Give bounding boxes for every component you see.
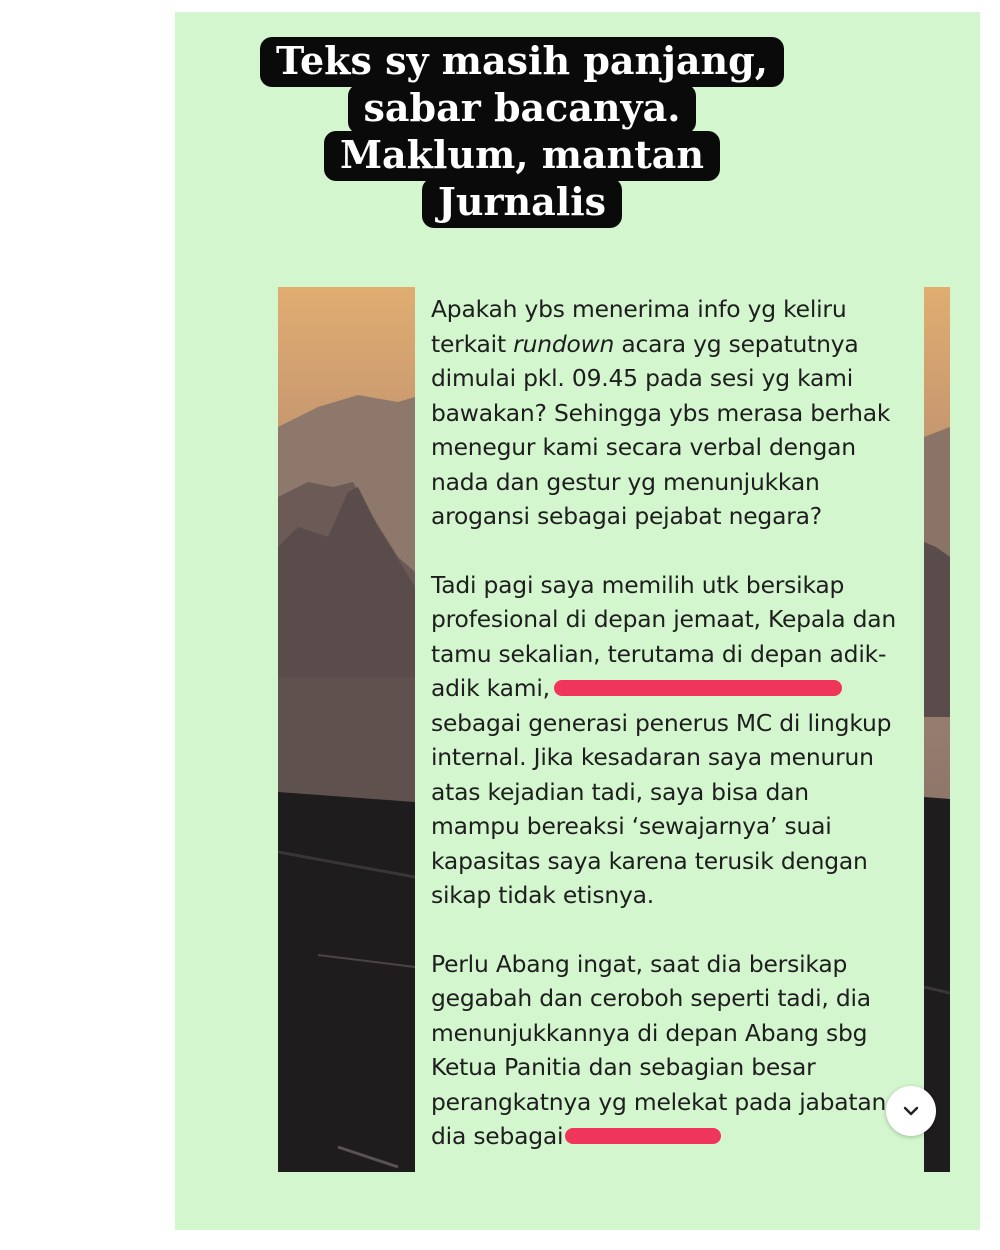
text-line: atas kejadian tadi, saya bisa dan bbox=[431, 777, 809, 806]
text-line bbox=[431, 671, 911, 706]
text-line: gegabah dan ceroboh seperti tadi, dia bbox=[431, 984, 871, 1012]
text-line: Tadi pagi saya memilih utk bersikap bbox=[431, 570, 845, 599]
headline-line: Maklum, mantan bbox=[324, 131, 720, 181]
text-line: Perlu Abang ingat, saat dia bersikap bbox=[431, 949, 848, 978]
text-line: menunjukkannya di depan Abang sbg bbox=[431, 1018, 868, 1047]
text-line: mampu bereaksi ‘sewajarnya’ suai bbox=[431, 812, 832, 840]
text-segment: adik kami, bbox=[431, 674, 550, 702]
text-segment: terkait bbox=[431, 329, 514, 358]
text-segment: dia sebagai bbox=[431, 1122, 564, 1150]
text-line: arogansi sebagai pejabat negara? bbox=[431, 502, 822, 530]
paragraph bbox=[431, 292, 911, 534]
story-headline bbox=[248, 40, 796, 228]
scroll-down-button[interactable] bbox=[886, 1086, 936, 1136]
text-line: sikap tidak etisnya. bbox=[431, 881, 654, 909]
mountain-photo bbox=[278, 287, 415, 1172]
text-line: perangkatnya yg melekat pada jabatan bbox=[431, 1087, 887, 1116]
text-line: Apakah ybs menerima info yg keliru bbox=[431, 295, 847, 323]
text-line: menegur kami secara verbal dengan bbox=[431, 433, 856, 461]
headline-line: Jurnalis bbox=[422, 178, 622, 228]
text-line: dimulai pkl. 09.45 pada sesi yg kami bbox=[431, 364, 854, 392]
paragraph bbox=[431, 947, 911, 1154]
background-photo-right bbox=[924, 287, 950, 1172]
article-text bbox=[431, 292, 911, 1154]
background-photo-left bbox=[278, 287, 415, 1172]
text-line: internal. Jika kesadaran saya menurun bbox=[431, 743, 874, 771]
paragraph bbox=[431, 568, 911, 913]
chevron-down-icon bbox=[901, 1101, 921, 1121]
text-line bbox=[431, 327, 911, 362]
text-line: Ketua Panitia dan sebagian besar bbox=[431, 1053, 816, 1081]
text-line: profesional di depan jemaat, Kepala dan bbox=[431, 605, 897, 633]
redaction-mark bbox=[565, 1128, 721, 1144]
italic-term: rundown bbox=[513, 329, 615, 358]
text-line: nada dan gestur yg menunjukkan bbox=[431, 467, 820, 496]
mountain-photo bbox=[924, 287, 950, 1172]
text-line: bawakan? Sehingga ybs merasa berhak bbox=[431, 398, 891, 427]
text-segment: acara yg sepatutnya bbox=[614, 329, 859, 358]
text-line: tamu sekalian, terutama di depan adik- bbox=[431, 639, 887, 668]
text-line: kapasitas saya karena terusik dengan bbox=[431, 846, 868, 875]
redaction-mark bbox=[554, 680, 842, 696]
text-line: sebagai generasi penerus MC di lingkup bbox=[431, 708, 892, 737]
headline-line: sabar bacanya. bbox=[348, 84, 697, 134]
headline-line: Teks sy masih panjang, bbox=[260, 37, 784, 87]
text-line bbox=[431, 1119, 911, 1154]
